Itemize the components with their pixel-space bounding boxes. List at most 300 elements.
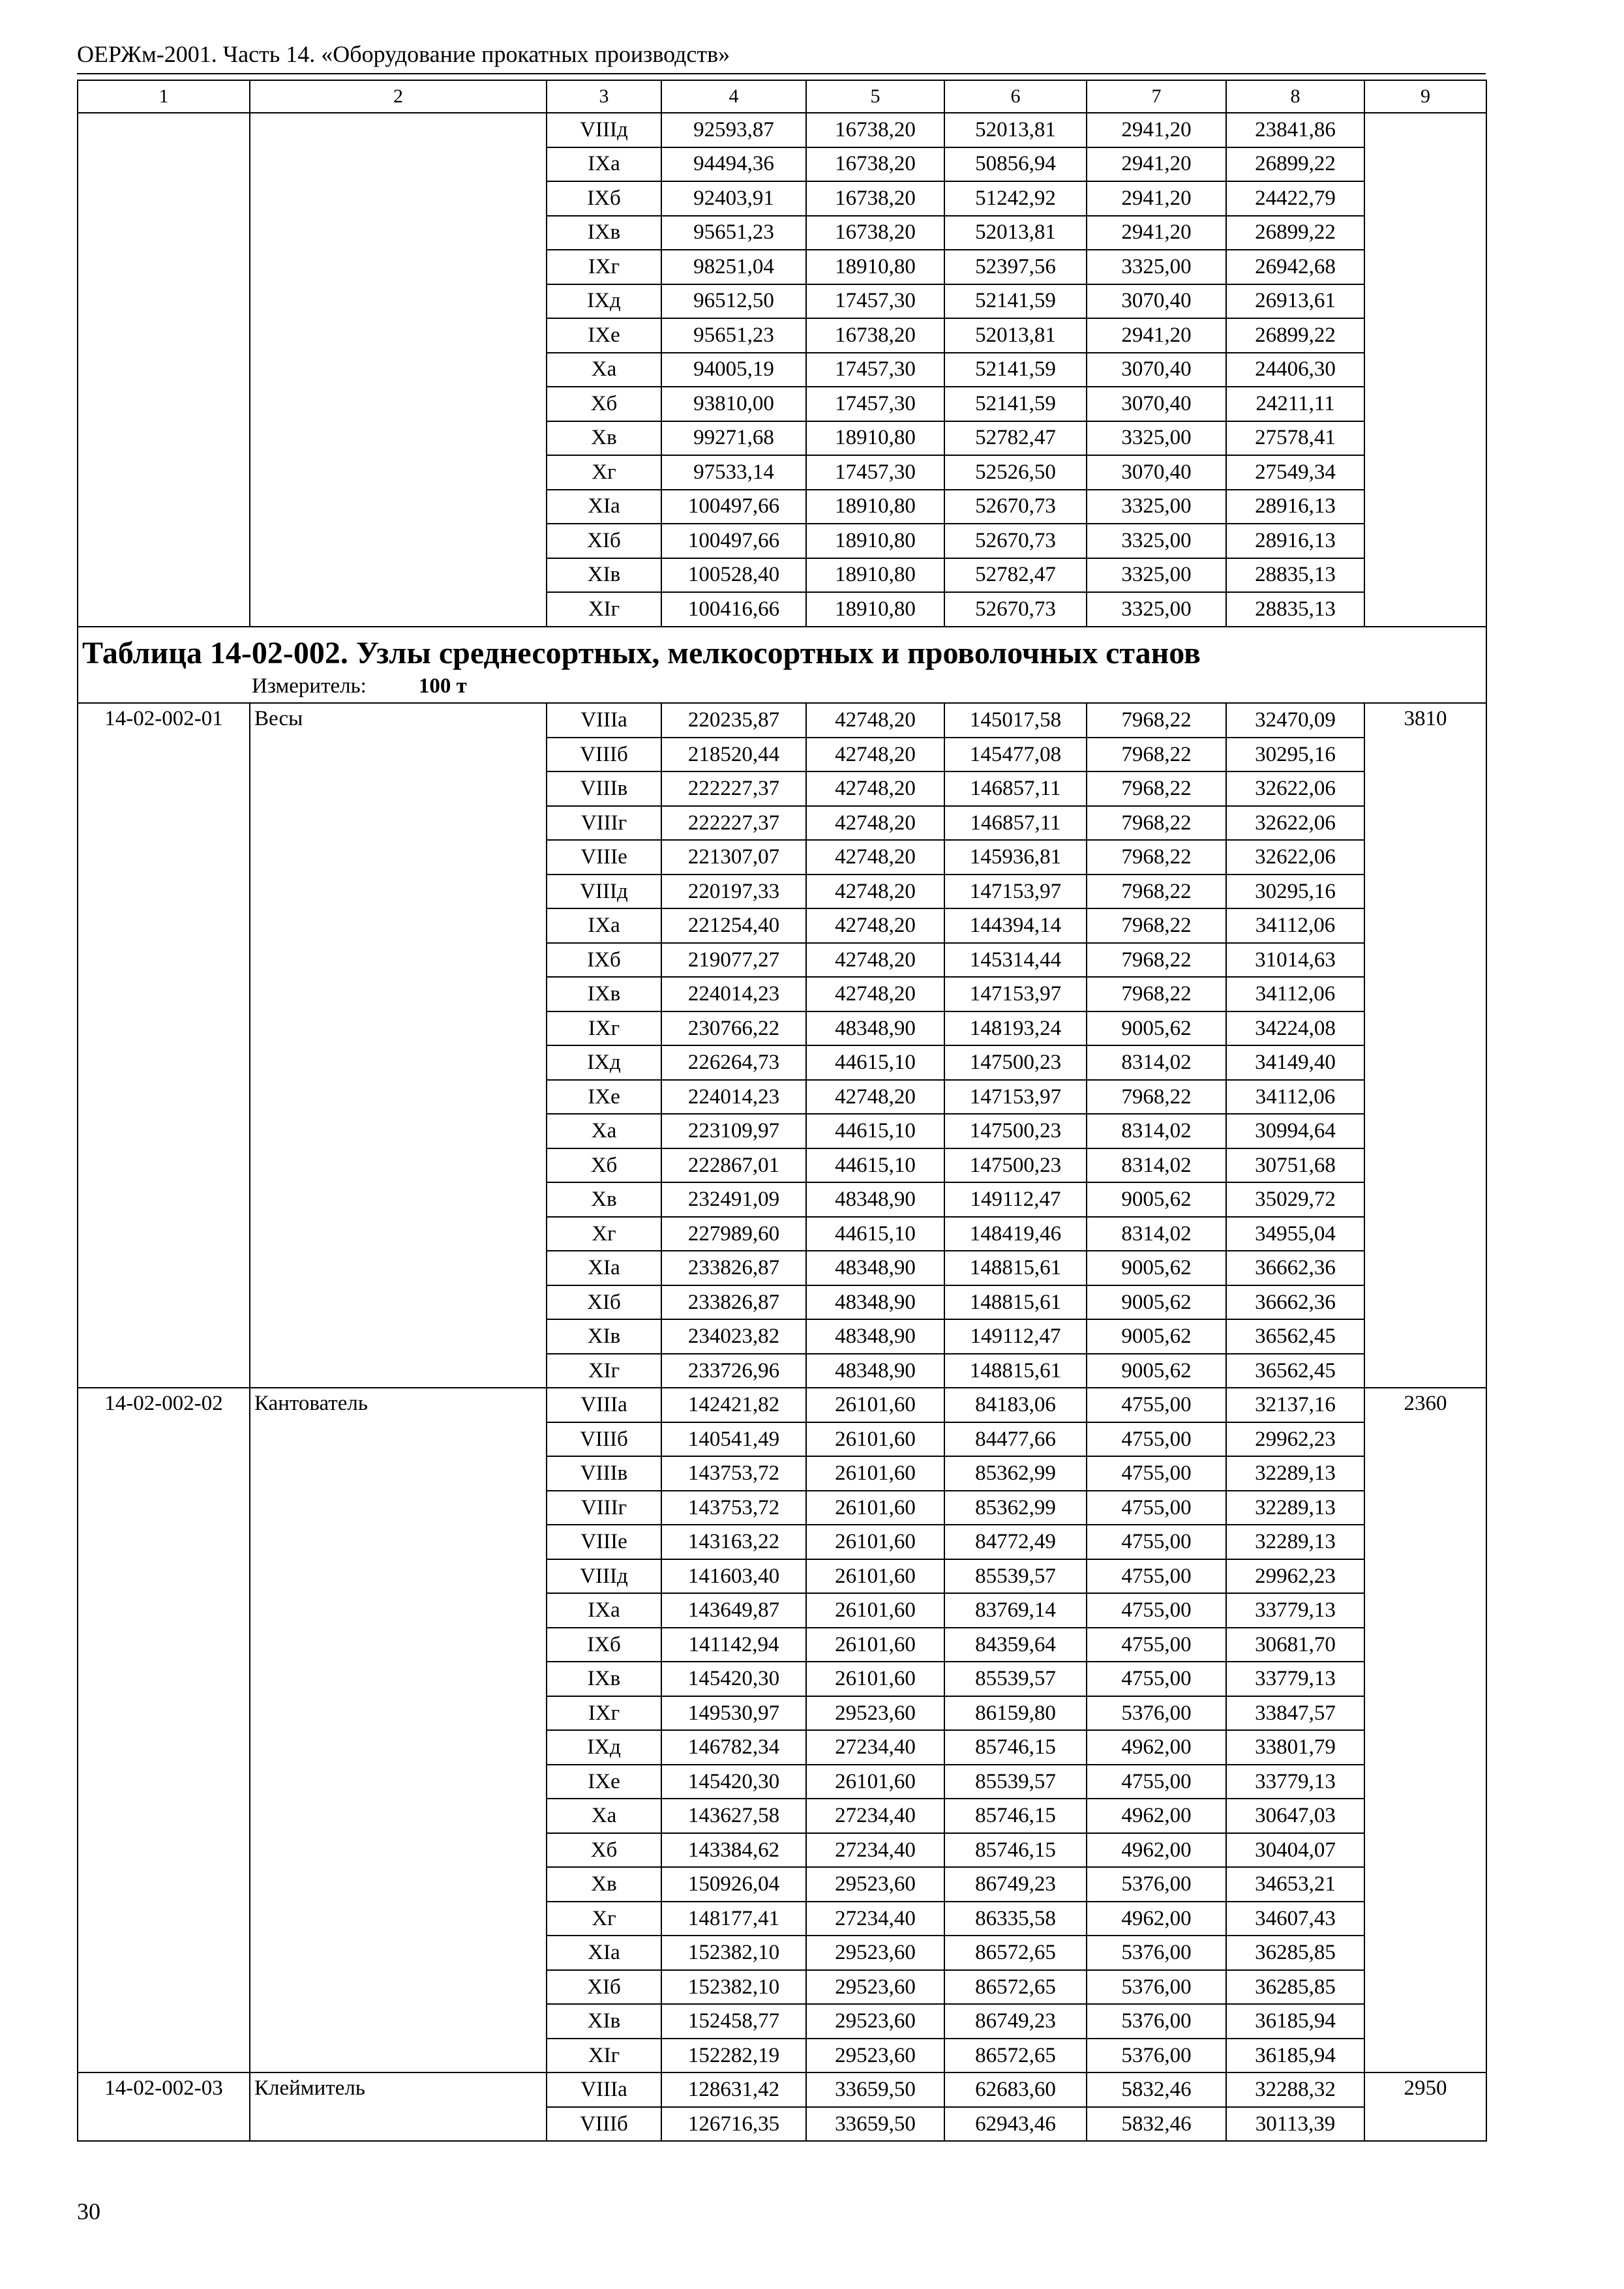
zone-cell: Xв <box>547 1867 661 1902</box>
value-cell-col4: 227989,60 <box>661 1217 806 1251</box>
zone-cell: VIIIд <box>547 1559 661 1594</box>
value-cell-col4: 233826,87 <box>661 1285 806 1320</box>
value-cell-col7: 3325,00 <box>1087 592 1226 627</box>
value-cell-col7: 5376,00 <box>1087 1936 1226 1970</box>
value-cell-col8: 36285,85 <box>1226 1970 1364 2005</box>
value-cell-col6: 86572,65 <box>944 2039 1087 2073</box>
value-cell-col8: 36185,94 <box>1226 2039 1364 2073</box>
value-cell-col4: 100497,66 <box>661 524 806 558</box>
value-cell-col4: 141603,40 <box>661 1559 806 1594</box>
value-cell-col7: 8314,02 <box>1087 1045 1226 1080</box>
value-cell-col4: 140541,49 <box>661 1422 806 1457</box>
table-body <box>78 80 1486 2141</box>
value-cell-col6: 86749,23 <box>944 1867 1087 1902</box>
value-cell-col5: 16738,20 <box>806 318 944 353</box>
value-cell-col8: 30994,64 <box>1226 1114 1364 1148</box>
value-cell-col7: 5376,00 <box>1087 1696 1226 1731</box>
value-cell-col4: 145420,30 <box>661 1765 806 1799</box>
value-cell-col4: 143649,87 <box>661 1593 806 1628</box>
value-cell-col4: 142421,82 <box>661 1388 806 1422</box>
value-cell-col7: 4755,00 <box>1087 1628 1226 1662</box>
value-cell-col6: 148815,61 <box>944 1251 1087 1285</box>
value-cell-col8: 36185,94 <box>1226 2004 1364 2039</box>
value-cell-col5: 48348,90 <box>806 1011 944 1046</box>
value-cell-col4: 232491,09 <box>661 1182 806 1217</box>
value-cell-col8: 27549,34 <box>1226 455 1364 490</box>
zone-cell: VIIIв <box>547 771 661 806</box>
zone-cell: XIв <box>547 1319 661 1354</box>
value-cell-col7: 9005,62 <box>1087 1285 1226 1320</box>
value-cell-col7: 2941,20 <box>1087 147 1226 182</box>
zone-cell: XIг <box>547 592 661 627</box>
value-cell-col5: 26101,60 <box>806 1491 944 1525</box>
value-cell-col6: 62683,60 <box>944 2072 1087 2107</box>
value-cell-col7: 7968,22 <box>1087 771 1226 806</box>
zone-cell: IXд <box>547 284 661 319</box>
value-cell-col6: 52013,81 <box>944 318 1087 353</box>
value-cell-col6: 52013,81 <box>944 113 1087 147</box>
value-cell-col4: 233826,87 <box>661 1251 806 1285</box>
value-cell-col8: 34607,43 <box>1226 1902 1364 1936</box>
value-cell-col4: 219077,27 <box>661 943 806 978</box>
value-cell-col6: 85746,15 <box>944 1730 1087 1765</box>
value-cell-col5: 17457,30 <box>806 284 944 319</box>
zone-cell: IXа <box>547 147 661 182</box>
value-cell-col8: 36285,85 <box>1226 1936 1364 1970</box>
value-cell-col6: 86749,23 <box>944 2004 1087 2039</box>
mass-cell <box>1364 113 1486 627</box>
value-cell-col4: 218520,44 <box>661 738 806 772</box>
value-cell-col6: 84359,64 <box>944 1628 1087 1662</box>
value-cell-col4: 150926,04 <box>661 1867 806 1902</box>
value-cell-col7: 4755,00 <box>1087 1765 1226 1799</box>
item-code-cell: 14-02-002-02 <box>78 1388 250 2072</box>
zone-cell: XIб <box>547 1285 661 1320</box>
value-cell-col7: 4755,00 <box>1087 1456 1226 1491</box>
value-cell-col6: 52141,59 <box>944 284 1087 319</box>
value-cell-col8: 34112,06 <box>1226 977 1364 1011</box>
value-cell-col4: 100416,66 <box>661 592 806 627</box>
value-cell-col6: 145314,44 <box>944 943 1087 978</box>
value-cell-col5: 44615,10 <box>806 1217 944 1251</box>
value-cell-col6: 52526,50 <box>944 455 1087 490</box>
zone-cell: VIIIв <box>547 1456 661 1491</box>
value-cell-col4: 220235,87 <box>661 703 806 738</box>
value-cell-col6: 51242,92 <box>944 181 1087 216</box>
page-number: 30 <box>77 2198 100 2224</box>
value-cell-col5: 26101,60 <box>806 1593 944 1628</box>
value-cell-col8: 32622,06 <box>1226 771 1364 806</box>
unit-value: 100 т <box>418 674 467 698</box>
value-cell-col5: 42748,20 <box>806 806 944 841</box>
value-cell-col6: 147153,97 <box>944 977 1087 1011</box>
value-cell-col7: 3070,40 <box>1087 353 1226 387</box>
value-cell-col8: 34653,21 <box>1226 1867 1364 1902</box>
value-cell-col8: 32289,13 <box>1226 1456 1364 1491</box>
value-cell-col4: 92593,87 <box>661 113 806 147</box>
value-cell-col7: 9005,62 <box>1087 1011 1226 1046</box>
value-cell-col8: 36562,45 <box>1226 1319 1364 1354</box>
value-cell-col4: 152458,77 <box>661 2004 806 2039</box>
value-cell-col7: 7968,22 <box>1087 875 1226 909</box>
value-cell-col6: 86572,65 <box>944 1970 1087 2005</box>
value-cell-col5: 17457,30 <box>806 387 944 421</box>
value-cell-col6: 50856,94 <box>944 147 1087 182</box>
value-cell-col5: 42748,20 <box>806 738 944 772</box>
zone-cell: IXб <box>547 943 661 978</box>
value-cell-col4: 149530,97 <box>661 1696 806 1731</box>
value-cell-col8: 24406,30 <box>1226 353 1364 387</box>
value-cell-col7: 3325,00 <box>1087 490 1226 524</box>
value-cell-col8: 28916,13 <box>1226 524 1364 558</box>
value-cell-col8: 30404,07 <box>1226 1833 1364 1868</box>
value-cell-col7: 7968,22 <box>1087 977 1226 1011</box>
zone-cell: VIIIд <box>547 875 661 909</box>
value-cell-col4: 152282,19 <box>661 2039 806 2073</box>
zone-cell: VIIIб <box>547 738 661 772</box>
value-cell-col8: 32289,13 <box>1226 1525 1364 1559</box>
zone-cell: VIIIе <box>547 840 661 875</box>
value-cell-col8: 34112,06 <box>1226 908 1364 943</box>
value-cell-col5: 17457,30 <box>806 353 944 387</box>
value-cell-col8: 30295,16 <box>1226 875 1364 909</box>
value-cell-col7: 4962,00 <box>1087 1799 1226 1833</box>
value-cell-col5: 48348,90 <box>806 1285 944 1320</box>
value-cell-col8: 24211,11 <box>1226 387 1364 421</box>
value-cell-col4: 226264,73 <box>661 1045 806 1080</box>
value-cell-col6: 86335,58 <box>944 1902 1087 1936</box>
value-cell-col7: 7968,22 <box>1087 943 1226 978</box>
value-cell-col7: 7968,22 <box>1087 908 1226 943</box>
value-cell-col8: 36662,36 <box>1226 1251 1364 1285</box>
value-cell-col8: 30295,16 <box>1226 738 1364 772</box>
value-cell-col4: 94494,36 <box>661 147 806 182</box>
zone-cell: IXа <box>547 1593 661 1628</box>
value-cell-col4: 224014,23 <box>661 1080 806 1115</box>
value-cell-col4: 97533,14 <box>661 455 806 490</box>
value-cell-col4: 93810,00 <box>661 387 806 421</box>
value-cell-col4: 98251,04 <box>661 250 806 284</box>
value-cell-col4: 148177,41 <box>661 1902 806 1936</box>
value-cell-col4: 143384,62 <box>661 1833 806 1868</box>
value-cell-col4: 224014,23 <box>661 977 806 1011</box>
value-cell-col7: 9005,62 <box>1087 1319 1226 1354</box>
value-cell-col7: 8314,02 <box>1087 1114 1226 1148</box>
value-cell-col5: 29523,60 <box>806 2004 944 2039</box>
table-title-row <box>78 627 1486 704</box>
zone-cell: Xб <box>547 1148 661 1183</box>
value-cell-col5: 42748,20 <box>806 840 944 875</box>
zone-cell: IXе <box>547 318 661 353</box>
value-cell-col7: 4755,00 <box>1087 1491 1226 1525</box>
unit-label: Измеритель: <box>252 674 367 698</box>
zone-cell: IXа <box>547 908 661 943</box>
value-cell-col6: 146857,11 <box>944 806 1087 841</box>
value-cell-col5: 26101,60 <box>806 1422 944 1457</box>
zone-cell: XIа <box>547 1251 661 1285</box>
value-cell-col8: 26899,22 <box>1226 147 1364 182</box>
value-cell-col6: 52141,59 <box>944 353 1087 387</box>
value-cell-col5: 16738,20 <box>806 113 944 147</box>
item-name-cell: Весы <box>250 703 547 1388</box>
value-cell-col6: 145477,08 <box>944 738 1087 772</box>
zone-cell: Xб <box>547 387 661 421</box>
column-number-6: 6 <box>944 80 1087 113</box>
value-cell-col7: 8314,02 <box>1087 1148 1226 1183</box>
table-row <box>78 703 1486 738</box>
value-cell-col8: 30647,03 <box>1226 1799 1364 1833</box>
value-cell-col8: 26942,68 <box>1226 250 1364 284</box>
value-cell-col4: 96512,50 <box>661 284 806 319</box>
value-cell-col4: 143753,72 <box>661 1491 806 1525</box>
value-cell-col7: 7968,22 <box>1087 840 1226 875</box>
value-cell-col7: 9005,62 <box>1087 1182 1226 1217</box>
zone-cell: VIIIб <box>547 1422 661 1457</box>
column-number-4: 4 <box>661 80 806 113</box>
value-cell-col7: 3325,00 <box>1087 558 1226 593</box>
column-number-5: 5 <box>806 80 944 113</box>
value-cell-col5: 26101,60 <box>806 1456 944 1491</box>
zone-cell: Xг <box>547 455 661 490</box>
value-cell-col7: 5376,00 <box>1087 1867 1226 1902</box>
table-row <box>78 2072 1486 2107</box>
value-cell-col7: 2941,20 <box>1087 113 1226 147</box>
value-cell-col5: 18910,80 <box>806 250 944 284</box>
value-cell-col7: 4962,00 <box>1087 1833 1226 1868</box>
value-cell-col5: 18910,80 <box>806 558 944 593</box>
value-cell-col6: 83769,14 <box>944 1593 1087 1628</box>
value-cell-col5: 44615,10 <box>806 1148 944 1183</box>
value-cell-col6: 85539,57 <box>944 1765 1087 1799</box>
value-cell-col8: 30113,39 <box>1226 2107 1364 2142</box>
value-cell-col8: 33779,13 <box>1226 1662 1364 1696</box>
value-cell-col4: 95651,23 <box>661 216 806 250</box>
value-cell-col6: 147500,23 <box>944 1045 1087 1080</box>
value-cell-col5: 27234,40 <box>806 1799 944 1833</box>
zone-cell: XIв <box>547 558 661 593</box>
value-cell-col5: 29523,60 <box>806 1867 944 1902</box>
value-cell-col8: 26899,22 <box>1226 216 1364 250</box>
value-cell-col6: 85362,99 <box>944 1456 1087 1491</box>
value-cell-col8: 32137,16 <box>1226 1388 1364 1422</box>
value-cell-col4: 146782,34 <box>661 1730 806 1765</box>
value-cell-col8: 27578,41 <box>1226 421 1364 456</box>
zone-cell: XIб <box>547 1970 661 2005</box>
value-cell-col8: 28835,13 <box>1226 592 1364 627</box>
value-cell-col6: 147500,23 <box>944 1114 1087 1148</box>
zone-cell: XIг <box>547 1354 661 1388</box>
value-cell-col7: 5832,46 <box>1087 2107 1226 2142</box>
value-cell-col8: 23841,86 <box>1226 113 1364 147</box>
value-cell-col8: 36562,45 <box>1226 1354 1364 1388</box>
value-cell-col5: 42748,20 <box>806 943 944 978</box>
zone-cell: VIIIг <box>547 1491 661 1525</box>
value-cell-col5: 44615,10 <box>806 1045 944 1080</box>
value-cell-col7: 7968,22 <box>1087 806 1226 841</box>
value-cell-col6: 148419,46 <box>944 1217 1087 1251</box>
value-cell-col5: 26101,60 <box>806 1662 944 1696</box>
value-cell-col5: 42748,20 <box>806 908 944 943</box>
value-cell-col4: 100528,40 <box>661 558 806 593</box>
page-header: ОЕРЖм-2001. Часть 14. «Оборудование прокатных производств» <box>77 41 730 67</box>
value-cell-col4: 223109,97 <box>661 1114 806 1148</box>
mass-cell: 2950 <box>1364 2072 1486 2141</box>
zone-cell: IXд <box>547 1045 661 1080</box>
value-cell-col4: 233726,96 <box>661 1354 806 1388</box>
value-cell-col4: 100497,66 <box>661 490 806 524</box>
value-cell-col8: 32622,06 <box>1226 840 1364 875</box>
value-cell-col5: 33659,50 <box>806 2107 944 2142</box>
value-cell-col7: 3325,00 <box>1087 421 1226 456</box>
value-cell-col7: 2941,20 <box>1087 216 1226 250</box>
value-cell-col6: 84183,06 <box>944 1388 1087 1422</box>
zone-cell: VIIIг <box>547 806 661 841</box>
item-code-cell: 14-02-002-01 <box>78 703 250 1388</box>
value-cell-col8: 33779,13 <box>1226 1593 1364 1628</box>
column-number-3: 3 <box>547 80 661 113</box>
value-cell-col4: 128631,42 <box>661 2072 806 2107</box>
item-code-cell <box>78 113 250 627</box>
column-number-1: 1 <box>78 80 250 113</box>
column-number-9: 9 <box>1364 80 1486 113</box>
value-cell-col4: 152382,10 <box>661 1970 806 2005</box>
value-cell-col5: 42748,20 <box>806 1080 944 1115</box>
value-cell-col5: 16738,20 <box>806 147 944 182</box>
value-cell-col6: 145936,81 <box>944 840 1087 875</box>
zone-cell: IXе <box>547 1765 661 1799</box>
value-cell-col5: 26101,60 <box>806 1388 944 1422</box>
value-cell-col5: 44615,10 <box>806 1114 944 1148</box>
value-cell-col5: 42748,20 <box>806 875 944 909</box>
zone-cell: Xб <box>547 1833 661 1868</box>
item-name-cell <box>250 113 547 627</box>
value-cell-col5: 18910,80 <box>806 421 944 456</box>
value-cell-col8: 31014,63 <box>1226 943 1364 978</box>
value-cell-col7: 3070,40 <box>1087 387 1226 421</box>
value-cell-col5: 26101,60 <box>806 1765 944 1799</box>
zone-cell: VIIIе <box>547 1525 661 1559</box>
value-cell-col6: 145017,58 <box>944 703 1087 738</box>
value-cell-col6: 144394,14 <box>944 908 1087 943</box>
value-cell-col8: 26913,61 <box>1226 284 1364 319</box>
value-cell-col6: 85746,15 <box>944 1799 1087 1833</box>
zone-cell: Xг <box>547 1902 661 1936</box>
value-cell-col6: 149112,47 <box>944 1182 1087 1217</box>
zone-cell: Xв <box>547 1182 661 1217</box>
value-cell-col4: 92403,91 <box>661 181 806 216</box>
value-cell-col6: 85539,57 <box>944 1559 1087 1594</box>
value-cell-col8: 33779,13 <box>1226 1765 1364 1799</box>
column-number-2: 2 <box>250 80 547 113</box>
value-cell-col7: 4755,00 <box>1087 1559 1226 1594</box>
value-cell-col5: 26101,60 <box>806 1559 944 1594</box>
value-cell-col5: 18910,80 <box>806 592 944 627</box>
value-cell-col8: 34955,04 <box>1226 1217 1364 1251</box>
value-cell-col4: 152382,10 <box>661 1936 806 1970</box>
value-cell-col7: 4755,00 <box>1087 1662 1226 1696</box>
value-cell-col6: 52782,47 <box>944 421 1087 456</box>
value-cell-col5: 16738,20 <box>806 181 944 216</box>
zone-cell: IXб <box>547 181 661 216</box>
value-cell-col5: 29523,60 <box>806 1696 944 1731</box>
value-cell-col8: 28916,13 <box>1226 490 1364 524</box>
value-cell-col6: 147153,97 <box>944 875 1087 909</box>
zone-cell: VIIIб <box>547 2107 661 2142</box>
value-cell-col5: 18910,80 <box>806 490 944 524</box>
value-cell-col7: 4962,00 <box>1087 1730 1226 1765</box>
value-cell-col5: 29523,60 <box>806 2039 944 2073</box>
value-cell-col8: 34224,08 <box>1226 1011 1364 1046</box>
value-cell-col4: 145420,30 <box>661 1662 806 1696</box>
value-cell-col4: 141142,94 <box>661 1628 806 1662</box>
column-number-8: 8 <box>1226 80 1364 113</box>
mass-cell: 3810 <box>1364 703 1486 1388</box>
value-cell-col5: 33659,50 <box>806 2072 944 2107</box>
zone-cell: XIг <box>547 2039 661 2073</box>
value-cell-col4: 143163,22 <box>661 1525 806 1559</box>
value-cell-col4: 222227,37 <box>661 806 806 841</box>
value-cell-col6: 147153,97 <box>944 1080 1087 1115</box>
zone-cell: VIIIд <box>547 113 661 147</box>
value-cell-col7: 4755,00 <box>1087 1388 1226 1422</box>
value-cell-col8: 24422,79 <box>1226 181 1364 216</box>
zone-cell: VIIIа <box>547 703 661 738</box>
value-cell-col5: 18910,80 <box>806 524 944 558</box>
value-cell-col5: 27234,40 <box>806 1833 944 1868</box>
table-title-cell <box>78 627 1486 704</box>
value-cell-col6: 52782,47 <box>944 558 1087 593</box>
value-cell-col7: 3070,40 <box>1087 455 1226 490</box>
value-cell-col7: 8314,02 <box>1087 1217 1226 1251</box>
zone-cell: XIа <box>547 1936 661 1970</box>
zone-cell: IXв <box>547 977 661 1011</box>
column-number-7: 7 <box>1087 80 1226 113</box>
value-cell-col5: 29523,60 <box>806 1936 944 1970</box>
value-cell-col5: 17457,30 <box>806 455 944 490</box>
value-cell-col7: 4755,00 <box>1087 1422 1226 1457</box>
value-cell-col5: 26101,60 <box>806 1628 944 1662</box>
value-cell-col8: 32288,32 <box>1226 2072 1364 2107</box>
value-cell-col7: 3325,00 <box>1087 524 1226 558</box>
value-cell-col6: 85362,99 <box>944 1491 1087 1525</box>
zone-cell: IXв <box>547 1662 661 1696</box>
value-cell-col7: 5376,00 <box>1087 2004 1226 2039</box>
table-row <box>78 113 1486 147</box>
value-cell-col7: 7968,22 <box>1087 703 1226 738</box>
value-cell-col5: 29523,60 <box>806 1970 944 2005</box>
zone-cell: VIIIа <box>547 2072 661 2107</box>
zone-cell: IXг <box>547 1696 661 1731</box>
value-cell-col8: 33801,79 <box>1226 1730 1364 1765</box>
value-cell-col6: 147500,23 <box>944 1148 1087 1183</box>
zone-cell: VIIIа <box>547 1388 661 1422</box>
value-cell-col6: 62943,46 <box>944 2107 1087 2142</box>
value-cell-col5: 42748,20 <box>806 703 944 738</box>
value-cell-col6: 146857,11 <box>944 771 1087 806</box>
value-cell-col5: 26101,60 <box>806 1525 944 1559</box>
value-cell-col8: 34112,06 <box>1226 1080 1364 1115</box>
value-cell-col6: 84772,49 <box>944 1525 1087 1559</box>
column-number-row <box>78 80 1486 113</box>
value-cell-col7: 7968,22 <box>1087 738 1226 772</box>
value-cell-col6: 52013,81 <box>944 216 1087 250</box>
value-cell-col4: 126716,35 <box>661 2107 806 2142</box>
value-cell-col7: 4962,00 <box>1087 1902 1226 1936</box>
value-cell-col6: 84477,66 <box>944 1422 1087 1457</box>
zone-cell: IXб <box>547 1628 661 1662</box>
value-cell-col6: 52397,56 <box>944 250 1087 284</box>
value-cell-col8: 32470,09 <box>1226 703 1364 738</box>
